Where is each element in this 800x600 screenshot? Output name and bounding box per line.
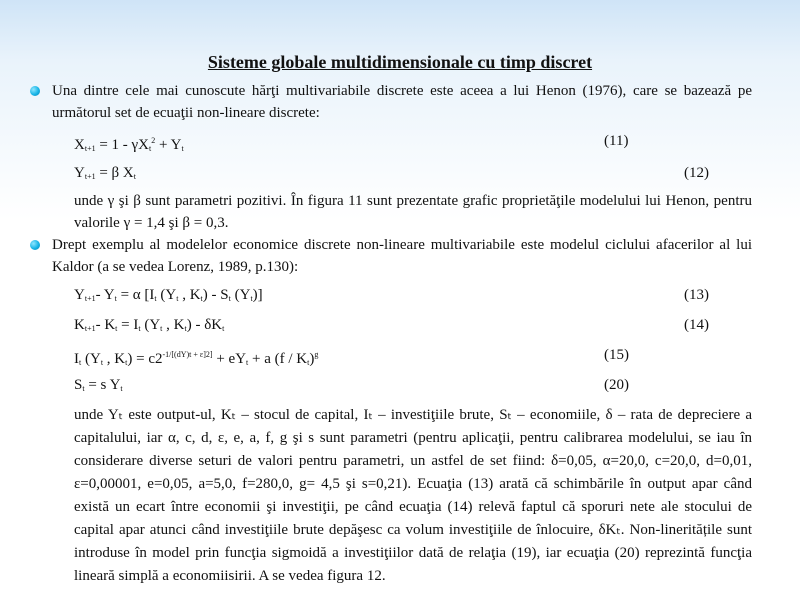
kaldor-explanation-paragraph: unde Yₜ este output-ul, Kₜ – stocul de capital, Iₜ – investiţiile brute, Sₜ – economiile, δ – rata de depreciere a capitalului, iar α, c, d, ε, e, a, f, g şi s sunt parametri (pentru aplicaţii, pentru calibrarea modelului, se iau în considerare diverse seturi de valori pentru parametri, un astfel de set fiind: δ=0,05, α=20,0, c=20,0, d=0,01, ε=0,00001, e=0,05, a=5,0, f=280,0, g= 4,5 şi s=0,21). Ecuaţia (13) arată că schimbările în output apar când există un ecart între economii şi investiţii, pe când ecuaţia (14) relevă faptul că sporuri nete ale stocului de capital apar atunci când investiţiile brute depăşesc ca volum investiţiile de înlocuire, δKₜ. Non-lineritățile sunt introduse în model prin funcţia sigmoidă a investiţiilor dată de relaţia (19), iar ecuaţia (20) reprezintă funcţia lineară simplă a economiisirii. A se vedea figura 12. bbox=[74, 407, 752, 584]
bullet-paragraph-henon bbox=[52, 80, 752, 124]
equation-number: (20) bbox=[604, 377, 629, 393]
page-title: Sisteme globale multidimensionale cu timp discret bbox=[207, 52, 593, 72]
equation-number: (15) bbox=[604, 347, 629, 363]
equation-11: $X_{t+1} = 1 - \gamma X_t^2 + Y_t$ (11) bbox=[52, 128, 752, 154]
equation-12: $Y_{t+1} = \beta$ $X_t$ (12) bbox=[52, 160, 752, 186]
equation-14: $K_{t+1}-$ $K_t = I_t$ ($Y_t$ , $K_t) - \delta K_t$ (14) bbox=[52, 312, 752, 338]
equation-number: (11) bbox=[604, 133, 629, 149]
equation-15: $I_t$ ($Y_t$ , $K_t) = c2^{-1/[(dY)t + \varepsilon]2]} + eY_t + a$ $(f / K_t)^g$ (15) bbox=[52, 342, 752, 368]
equation-13: $Y_{t+1}-$ $Y_t = \alpha$ [$I_t$ ($Y_t$ , $K_t) - S_t$ $(Y_t)$] (13) bbox=[52, 282, 752, 308]
bullet-paragraph-kaldor bbox=[52, 234, 752, 278]
equation-number: (14) bbox=[684, 317, 709, 333]
equation-number: (12) bbox=[684, 165, 709, 181]
bullet-icon bbox=[30, 240, 40, 250]
bullet-icon bbox=[30, 86, 40, 96]
slide-content bbox=[52, 80, 752, 588]
kaldor-intro-text: Drept exemplu al modelelor economice discrete non-lineare multivariabile este modelul ciclului afacerilor al lui Kaldor (a se vedea Lorenz, 1989, p.130): bbox=[52, 237, 752, 275]
equation-20: $S_t = s$ $Y_t$ (20) bbox=[52, 372, 752, 398]
henon-parameters-paragraph: unde γ şi β sunt parametri pozitivi. În figura 11 sunt prezentate grafic proprietăţile modelului lui Henon, pentru valorile γ = 1,4 şi β = 0,3. bbox=[74, 193, 752, 231]
henon-intro-text: Una dintre cele mai cunoscute hărţi multivariabile discrete este aceea a lui Henon (1976), care se bazează pe următorul set de ecuaţii non-lineare discrete: bbox=[52, 83, 752, 121]
equation-number: (13) bbox=[684, 287, 709, 303]
